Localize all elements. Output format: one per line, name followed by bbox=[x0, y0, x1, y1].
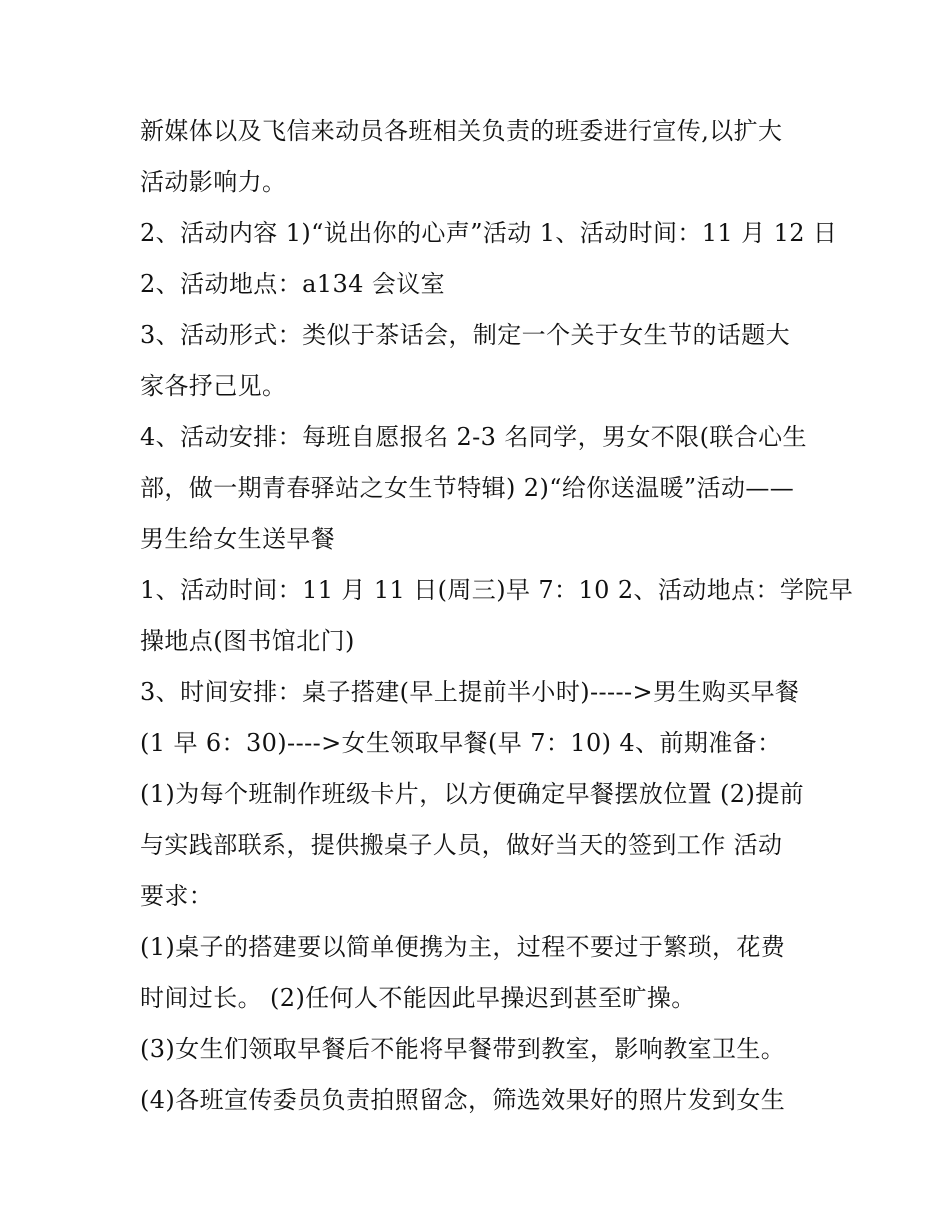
text-line: 新媒体以及飞信来动员各班相关负责的班委进行宣传,以扩大 bbox=[140, 117, 783, 145]
text-line: (1)桌子的搭建要以简单便携为主，过程不要过于繁琐，花费 bbox=[140, 933, 786, 961]
text-line: 要求： bbox=[140, 882, 214, 910]
text-line: (1)为每个班制作班级卡片，以方便确定早餐摆放位置 (2)提前 bbox=[140, 780, 805, 808]
text-line: (3)女生们领取早餐后不能将早餐带到教室，影响教室卫生。 bbox=[140, 1035, 786, 1063]
text-line: 1、活动时间：11 月 11 日(周三)早 7：10 2、活动地点：学院早 bbox=[140, 576, 854, 604]
text-line: (4)各班宣传委员负责拍照留念，筛选效果好的照片发到女生 bbox=[140, 1086, 786, 1114]
text-line: 3、时间安排：桌子搭建(早上提前半小时)----->男生购买早餐 bbox=[140, 678, 800, 706]
text-line: 部，做一期青春驿站之女生节特辑) 2)“给你送温暖”活动—— bbox=[140, 474, 795, 502]
text-line: 家各抒己见。 bbox=[140, 372, 287, 400]
document-body bbox=[140, 106, 854, 1126]
text-line: 男生给女生送早餐 bbox=[140, 525, 336, 553]
text-line: 与实践部联系，提供搬桌子人员，做好当天的签到工作 活动 bbox=[140, 831, 783, 859]
text-line: 操地点(图书馆北门) bbox=[140, 627, 355, 655]
text-line: 3、活动形式：类似于茶话会，制定一个关于女生节的话题大 bbox=[140, 321, 791, 349]
text-line: 2、活动地点：a134 会议室 bbox=[140, 270, 446, 298]
text-line: 2、活动内容 1)“说出你的心声”活动 1、活动时间：11 月 12 日 bbox=[140, 219, 838, 247]
text-line: 活动影响力。 bbox=[140, 168, 287, 196]
text-line: (1 早 6：30)---->女生领取早餐(早 7：10) 4、前期准备： bbox=[140, 729, 782, 757]
text-line: 4、活动安排：每班自愿报名 2-3 名同学，男女不限(联合心生 bbox=[140, 423, 807, 451]
text-line: 时间过长。 (2)任何人不能因此早操迟到甚至旷操。 bbox=[140, 984, 696, 1012]
